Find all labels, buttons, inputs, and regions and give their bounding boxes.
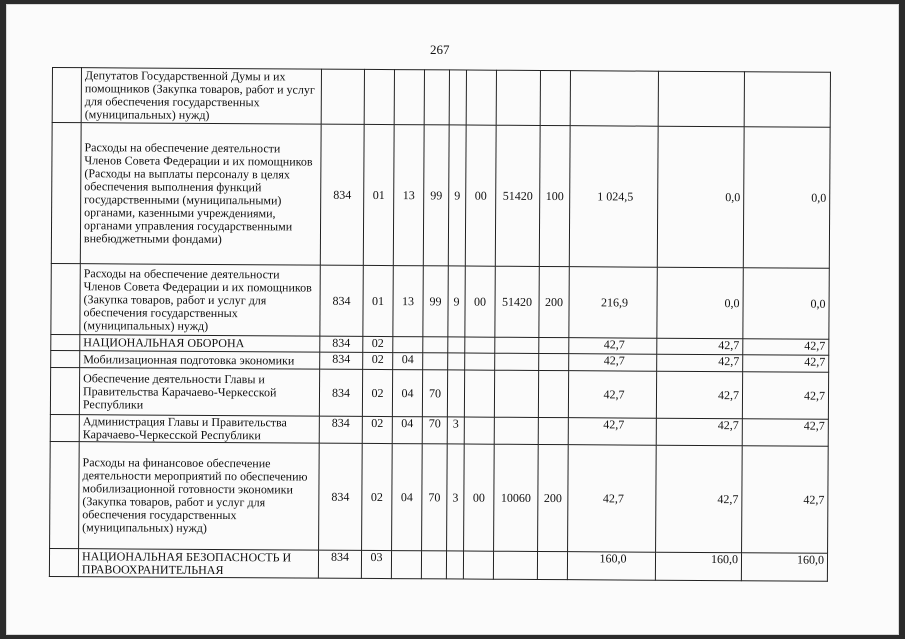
amount-cell-2: 0,0 xyxy=(657,267,743,339)
code-cell: 3 xyxy=(447,417,464,444)
code-cell xyxy=(540,70,570,125)
amount-cell-1: 42,7 xyxy=(569,354,657,372)
code-cell xyxy=(447,370,464,417)
table-row xyxy=(51,123,830,269)
table-row xyxy=(50,367,828,419)
code-cell: 10060 xyxy=(494,444,539,551)
document-page xyxy=(6,4,899,635)
amount-cell-3: 42,7 xyxy=(742,419,828,447)
row-index-cell xyxy=(50,441,80,548)
code-cell: 834 xyxy=(319,416,362,443)
code-cell xyxy=(449,70,466,125)
code-cell xyxy=(421,551,446,579)
code-cell: 9 xyxy=(448,125,466,266)
code-cell xyxy=(464,370,494,417)
code-cell xyxy=(464,417,494,444)
row-index-cell xyxy=(49,548,78,576)
code-cell: 9 xyxy=(448,266,465,337)
amount-cell-2: 42,7 xyxy=(656,445,743,553)
table-row xyxy=(50,441,829,553)
row-name-cell: Расходы на обеспечение деятельности Членов Совета Федерации и их помощников (Закупка товаров, работ и услуг для обеспечения государственных (муниципальных) нужд) xyxy=(80,264,320,336)
code-cell: 13 xyxy=(393,125,424,266)
amount-cell-2: 42,7 xyxy=(657,354,743,372)
table-row xyxy=(50,414,828,446)
code-cell: 200 xyxy=(538,444,569,551)
code-cell: 834 xyxy=(320,124,364,265)
row-index-cell xyxy=(50,367,79,414)
amount-cell-3: 0,0 xyxy=(743,127,830,269)
code-cell: 02 xyxy=(362,443,393,550)
row-index-cell xyxy=(51,350,80,367)
code-cell xyxy=(538,417,568,444)
code-cell xyxy=(496,70,540,125)
code-cell: 834 xyxy=(320,265,363,336)
code-cell xyxy=(495,353,539,370)
code-cell: 51420 xyxy=(495,125,540,266)
code-cell xyxy=(465,337,495,353)
code-cell xyxy=(448,353,465,370)
code-cell xyxy=(466,70,496,125)
code-cell: 02 xyxy=(363,352,393,369)
code-cell: 03 xyxy=(361,550,391,578)
code-cell: 04 xyxy=(392,417,422,444)
code-cell xyxy=(423,353,448,370)
amount-cell-3 xyxy=(744,72,830,128)
code-cell: 00 xyxy=(465,125,496,266)
table-row xyxy=(52,68,830,128)
code-cell xyxy=(448,337,465,353)
code-cell: 834 xyxy=(318,550,361,578)
amount-cell-2: 42,7 xyxy=(656,418,742,446)
budget-table xyxy=(49,67,831,582)
code-cell: 04 xyxy=(392,444,423,551)
row-name-cell: Обеспечение деятельности Главы и Правительства Карачаево-Черкесской Республики xyxy=(79,368,319,416)
row-index-cell xyxy=(51,334,80,350)
code-cell: 70 xyxy=(422,370,447,417)
code-cell: 51420 xyxy=(495,266,539,337)
amount-cell-1: 160,0 xyxy=(567,552,655,581)
code-cell: 13 xyxy=(393,266,423,337)
code-cell: 02 xyxy=(362,416,392,443)
code-cell xyxy=(394,70,424,125)
code-cell: 834 xyxy=(319,369,362,416)
amount-cell-1: 216,9 xyxy=(569,267,657,339)
code-cell: 100 xyxy=(539,125,570,266)
amount-cell-1: 42,7 xyxy=(568,371,656,419)
amount-cell-1: 42,7 xyxy=(568,418,656,446)
amount-cell-3: 42,7 xyxy=(742,372,828,420)
table-row xyxy=(49,548,827,581)
amount-cell-3: 42,7 xyxy=(743,355,829,373)
amount-cell-2: 42,7 xyxy=(656,371,742,419)
amount-cell-3: 160,0 xyxy=(741,553,827,582)
code-cell: 70 xyxy=(422,417,447,444)
amount-cell-2: 160,0 xyxy=(655,552,741,581)
row-index-cell xyxy=(50,414,79,441)
code-cell xyxy=(537,551,567,579)
row-index-cell xyxy=(52,68,81,123)
row-name-cell: НАЦИОНАЛЬНАЯ БЕЗОПАСНОСТЬ И ПРАВООХРАНИТЕЛЬНАЯ xyxy=(78,549,318,578)
row-name-cell: НАЦИОНАЛЬНАЯ ОБОРОНА xyxy=(80,335,320,352)
code-cell xyxy=(494,370,538,417)
amount-cell-1: 42,7 xyxy=(569,338,657,355)
amount-cell-3: 42,7 xyxy=(742,446,829,554)
code-cell: 00 xyxy=(465,266,495,337)
code-cell: 99 xyxy=(423,125,449,266)
row-name-cell: Депутатов Государственной Думы и их помощников (Закупка товаров, работ и услуг для обеспечения государственных (муниципальных) нужд) xyxy=(81,68,321,124)
code-cell: 04 xyxy=(392,370,422,417)
code-cell: 02 xyxy=(362,369,392,416)
code-cell xyxy=(463,551,493,579)
amount-cell-3: 42,7 xyxy=(743,339,829,356)
amount-cell-1 xyxy=(570,71,658,127)
amount-cell-3: 0,0 xyxy=(743,268,829,340)
code-cell xyxy=(493,551,537,579)
code-cell xyxy=(364,69,394,124)
code-cell xyxy=(423,337,448,353)
code-cell: 70 xyxy=(422,444,448,551)
amount-cell-2 xyxy=(658,71,744,127)
code-cell: 834 xyxy=(320,336,363,352)
code-cell xyxy=(539,337,569,353)
row-index-cell xyxy=(51,123,81,264)
row-name-cell: Мобилизационная подготовка экономики xyxy=(80,351,320,369)
code-cell xyxy=(393,337,423,353)
code-cell xyxy=(465,353,495,370)
code-cell xyxy=(539,353,569,370)
row-name-cell: Расходы на обеспечение деятельности Членов Совета Федерации и их помощников (Расходы на выплаты персоналу в целях обеспечения выполнения функций государственными (муниципальными) органами, казенными учреждениями, органами управления государственными внебюджетными фондами) xyxy=(80,123,321,265)
amount-cell-2: 0,0 xyxy=(657,126,744,268)
code-cell: 99 xyxy=(423,266,448,337)
table-row xyxy=(51,263,829,339)
row-name-cell: Расходы на финансовое обеспечение деятельности мероприятий по обеспечению мобилизационной готовности экономики (Закупка товаров, работ и услуг для обеспечения государственных (муниципальных) нужд) xyxy=(79,442,320,550)
code-cell xyxy=(446,551,463,579)
page-number: 267 xyxy=(430,42,450,57)
code-cell xyxy=(495,337,539,353)
amount-cell-1: 42,7 xyxy=(568,445,657,553)
code-cell: 02 xyxy=(363,336,393,352)
code-cell: 834 xyxy=(319,443,363,550)
amount-cell-1: 1 024,5 xyxy=(569,126,658,268)
code-cell: 00 xyxy=(464,444,495,551)
code-cell xyxy=(321,69,364,124)
amount-cell-2: 42,7 xyxy=(657,338,743,355)
code-cell xyxy=(424,70,449,125)
code-cell: 01 xyxy=(363,265,393,336)
code-cell: 200 xyxy=(539,266,569,337)
row-index-cell xyxy=(51,263,80,334)
code-cell: 3 xyxy=(447,444,465,551)
code-cell: 834 xyxy=(320,352,363,369)
code-cell: 04 xyxy=(393,353,423,370)
code-cell xyxy=(538,370,568,417)
code-cell xyxy=(391,551,421,579)
code-cell: 01 xyxy=(363,124,394,265)
code-cell xyxy=(494,417,538,444)
row-name-cell: Администрация Главы и Правительства Карачаево-Черкесской Республики xyxy=(79,415,319,443)
